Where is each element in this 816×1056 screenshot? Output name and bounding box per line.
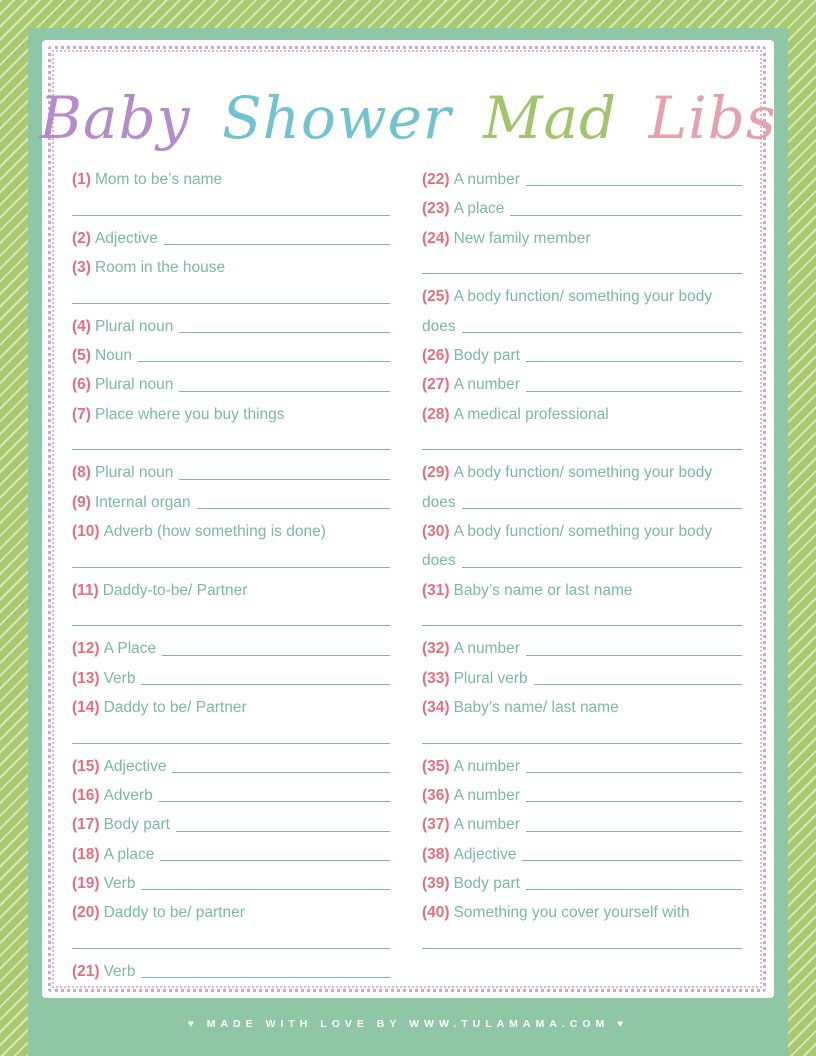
prompt-label: A body function/ something your body bbox=[453, 288, 713, 306]
prompt-22 bbox=[422, 165, 742, 194]
prompt-7 bbox=[72, 400, 390, 429]
answer-line[interactable] bbox=[141, 977, 390, 978]
prompt-number: (33) bbox=[422, 669, 450, 687]
prompt-label: Baby’s name/ last name bbox=[453, 698, 619, 716]
prompt-number: (22) bbox=[422, 171, 450, 188]
prompt-40 bbox=[422, 898, 742, 927]
answer-line[interactable] bbox=[176, 831, 390, 832]
answer-line[interactable] bbox=[164, 244, 390, 245]
answer-line[interactable] bbox=[138, 361, 390, 362]
prompt-label: A number bbox=[453, 376, 520, 394]
answer-line[interactable] bbox=[179, 391, 390, 392]
prompt-6 bbox=[72, 370, 390, 399]
prompt-number: (29) bbox=[422, 464, 450, 482]
right-column bbox=[422, 165, 742, 957]
prompt-label-cont: does bbox=[422, 552, 456, 570]
prompt-23 bbox=[422, 194, 742, 223]
prompt-30-cont bbox=[422, 546, 742, 575]
answer-line[interactable] bbox=[526, 772, 742, 773]
prompt-17 bbox=[72, 810, 390, 839]
answer-line[interactable] bbox=[72, 722, 390, 751]
answer-line[interactable] bbox=[141, 889, 390, 890]
prompt-label: Something you cover yourself with bbox=[453, 904, 690, 922]
prompt-label: A number bbox=[453, 816, 520, 834]
prompt-label: Body part bbox=[453, 874, 520, 892]
prompt-label: A body function/ something your body bbox=[453, 464, 713, 482]
prompt-10 bbox=[72, 517, 390, 546]
prompt-number: (21) bbox=[72, 962, 100, 980]
prompt-2 bbox=[72, 224, 390, 253]
prompt-label: A number bbox=[453, 757, 520, 775]
answer-line[interactable] bbox=[526, 655, 742, 656]
prompt-26 bbox=[422, 341, 742, 370]
answer-line[interactable] bbox=[462, 567, 742, 568]
prompt-number: (26) bbox=[422, 346, 450, 364]
prompt-33 bbox=[422, 664, 742, 693]
answer-line[interactable] bbox=[462, 332, 742, 333]
prompt-label: Adverb (how something is done) bbox=[103, 522, 326, 540]
prompt-number: (25) bbox=[422, 288, 450, 306]
prompt-35 bbox=[422, 752, 742, 781]
prompt-label: Plural verb bbox=[453, 669, 528, 687]
answer-line[interactable] bbox=[526, 831, 742, 832]
prompt-number: (5) bbox=[72, 346, 91, 364]
title-word-libs: Libs bbox=[648, 84, 777, 152]
prompt-label: Body part bbox=[453, 346, 520, 364]
prompt-3 bbox=[72, 253, 390, 282]
prompt-label: Place where you buy things bbox=[94, 405, 285, 423]
answer-line[interactable] bbox=[159, 801, 390, 802]
prompt-34 bbox=[422, 693, 742, 722]
prompt-number: (9) bbox=[72, 493, 91, 511]
prompt-5 bbox=[72, 341, 390, 370]
prompt-number: (10) bbox=[72, 522, 100, 540]
prompt-label: Daddy to be/ partner bbox=[103, 904, 245, 922]
prompt-number: (12) bbox=[72, 640, 100, 658]
prompt-label: New family member bbox=[453, 229, 591, 247]
prompt-9 bbox=[72, 488, 390, 517]
answer-line[interactable] bbox=[422, 928, 742, 957]
prompt-number: (16) bbox=[72, 786, 100, 804]
prompt-39 bbox=[422, 869, 742, 898]
prompt-label: A number bbox=[453, 640, 520, 658]
answer-line[interactable] bbox=[72, 605, 390, 634]
left-column bbox=[72, 165, 390, 986]
prompt-label: Mom to be’s name bbox=[94, 171, 223, 188]
answer-line[interactable] bbox=[526, 801, 742, 802]
prompt-number: (31) bbox=[422, 581, 450, 599]
prompt-label-cont: does bbox=[422, 493, 456, 511]
prompt-label: Adverb bbox=[103, 786, 153, 804]
prompt-number: (24) bbox=[422, 229, 450, 247]
answer-line[interactable] bbox=[72, 429, 390, 458]
prompt-label: Daddy to be/ Partner bbox=[103, 698, 247, 716]
prompt-38 bbox=[422, 840, 742, 869]
prompt-27 bbox=[422, 370, 742, 399]
prompt-18 bbox=[72, 840, 390, 869]
answer-line[interactable] bbox=[422, 429, 742, 458]
prompt-29-cont bbox=[422, 488, 742, 517]
prompt-label: Adjective bbox=[453, 845, 517, 863]
prompt-number: (37) bbox=[422, 816, 450, 834]
answer-line[interactable] bbox=[422, 605, 742, 634]
prompt-32 bbox=[422, 634, 742, 663]
prompt-number: (4) bbox=[72, 317, 91, 335]
answer-line[interactable] bbox=[534, 684, 742, 685]
prompt-number: (28) bbox=[422, 405, 450, 423]
answer-line[interactable] bbox=[162, 655, 390, 656]
prompt-number: (39) bbox=[422, 874, 450, 892]
title-word-shower: Shower bbox=[221, 84, 452, 152]
answer-line[interactable] bbox=[141, 684, 390, 685]
answer-line[interactable] bbox=[462, 508, 742, 509]
prompt-number: (40) bbox=[422, 904, 450, 922]
answer-line[interactable] bbox=[179, 332, 390, 333]
prompt-29 bbox=[422, 458, 742, 487]
answer-line[interactable] bbox=[510, 215, 742, 216]
prompt-19 bbox=[72, 869, 390, 898]
prompt-label: Adjective bbox=[103, 757, 167, 775]
answer-line[interactable] bbox=[72, 546, 390, 575]
prompt-25 bbox=[422, 282, 742, 311]
title-word-baby: Baby bbox=[39, 84, 191, 152]
prompt-12 bbox=[72, 634, 390, 663]
prompt-4 bbox=[72, 312, 390, 341]
prompt-13 bbox=[72, 664, 390, 693]
answer-line[interactable] bbox=[172, 772, 390, 773]
footer-credit: ♥ MADE WITH LOVE BY WWW.TULAMAMA.COM ♥ bbox=[187, 1018, 629, 1030]
prompt-25-cont bbox=[422, 312, 742, 341]
prompt-20 bbox=[72, 898, 390, 927]
prompt-label: A body function/ something your body bbox=[453, 522, 713, 540]
prompt-label-cont: does bbox=[422, 317, 456, 335]
prompt-label: A Place bbox=[103, 640, 157, 658]
prompt-label: Internal organ bbox=[94, 493, 191, 511]
prompt-label: Body part bbox=[103, 816, 170, 834]
prompt-number: (30) bbox=[422, 522, 450, 540]
prompt-number: (17) bbox=[72, 816, 100, 834]
prompt-24 bbox=[422, 224, 742, 253]
answer-line[interactable] bbox=[522, 860, 742, 861]
prompt-label: A place bbox=[453, 200, 505, 218]
prompt-8 bbox=[72, 458, 390, 487]
prompt-14 bbox=[72, 693, 390, 722]
prompt-label: A medical professional bbox=[453, 405, 609, 423]
answer-line[interactable] bbox=[72, 928, 390, 957]
prompt-28 bbox=[422, 400, 742, 429]
prompt-37 bbox=[422, 810, 742, 839]
answer-line[interactable] bbox=[422, 722, 742, 751]
prompt-11 bbox=[72, 576, 390, 605]
answer-line[interactable] bbox=[526, 889, 742, 890]
prompt-number: (2) bbox=[72, 229, 91, 247]
prompt-number: (3) bbox=[72, 258, 91, 276]
prompt-label: Plural noun bbox=[94, 317, 174, 335]
answer-line[interactable] bbox=[526, 391, 742, 392]
prompt-number: (15) bbox=[72, 757, 100, 775]
prompt-label: Baby’s name or last name bbox=[453, 581, 633, 599]
prompt-number: (34) bbox=[422, 698, 450, 716]
prompt-number: (1) bbox=[72, 171, 91, 188]
prompt-1 bbox=[72, 165, 390, 194]
prompt-label: Verb bbox=[103, 874, 136, 892]
prompt-number: (27) bbox=[422, 376, 450, 394]
title-word-mad: Mad bbox=[483, 84, 618, 152]
prompt-label: Plural noun bbox=[94, 464, 174, 482]
prompt-number: (8) bbox=[72, 464, 91, 482]
prompt-15 bbox=[72, 752, 390, 781]
prompt-number: (7) bbox=[72, 405, 91, 423]
prompt-label: A number bbox=[453, 786, 520, 804]
prompt-number: (36) bbox=[422, 786, 450, 804]
answer-line[interactable] bbox=[160, 860, 390, 861]
prompt-number: (14) bbox=[72, 698, 100, 716]
answer-line[interactable] bbox=[526, 185, 742, 186]
prompt-label: A number bbox=[453, 171, 520, 188]
prompt-label: Noun bbox=[94, 346, 133, 364]
prompt-number: (20) bbox=[72, 904, 100, 922]
prompt-label: A place bbox=[103, 845, 155, 863]
prompt-31 bbox=[422, 576, 742, 605]
prompt-36 bbox=[422, 781, 742, 810]
prompt-number: (19) bbox=[72, 874, 100, 892]
prompt-label: Daddy-to-be/ Partner bbox=[102, 581, 248, 599]
prompt-number: (32) bbox=[422, 640, 450, 658]
prompt-number: (13) bbox=[72, 669, 100, 687]
prompt-21 bbox=[72, 957, 390, 986]
prompt-number: (18) bbox=[72, 845, 100, 863]
prompt-label: Room in the house bbox=[94, 258, 226, 276]
answer-line[interactable] bbox=[179, 479, 390, 480]
answer-line[interactable] bbox=[422, 253, 742, 282]
prompt-number: (6) bbox=[72, 376, 91, 394]
answer-line[interactable] bbox=[72, 282, 390, 311]
prompt-30 bbox=[422, 517, 742, 546]
prompt-number: (35) bbox=[422, 757, 450, 775]
answer-line[interactable] bbox=[72, 194, 390, 223]
prompt-number: (11) bbox=[72, 581, 99, 599]
prompt-number: (23) bbox=[422, 200, 450, 218]
page-title bbox=[0, 68, 816, 168]
answer-line[interactable] bbox=[197, 508, 390, 509]
prompt-label: Verb bbox=[103, 962, 136, 980]
answer-line[interactable] bbox=[526, 361, 742, 362]
prompt-16 bbox=[72, 781, 390, 810]
prompt-label: Adjective bbox=[94, 229, 158, 247]
prompt-label: Verb bbox=[103, 669, 136, 687]
prompt-label: Plural noun bbox=[94, 376, 174, 394]
prompt-number: (38) bbox=[422, 845, 450, 863]
